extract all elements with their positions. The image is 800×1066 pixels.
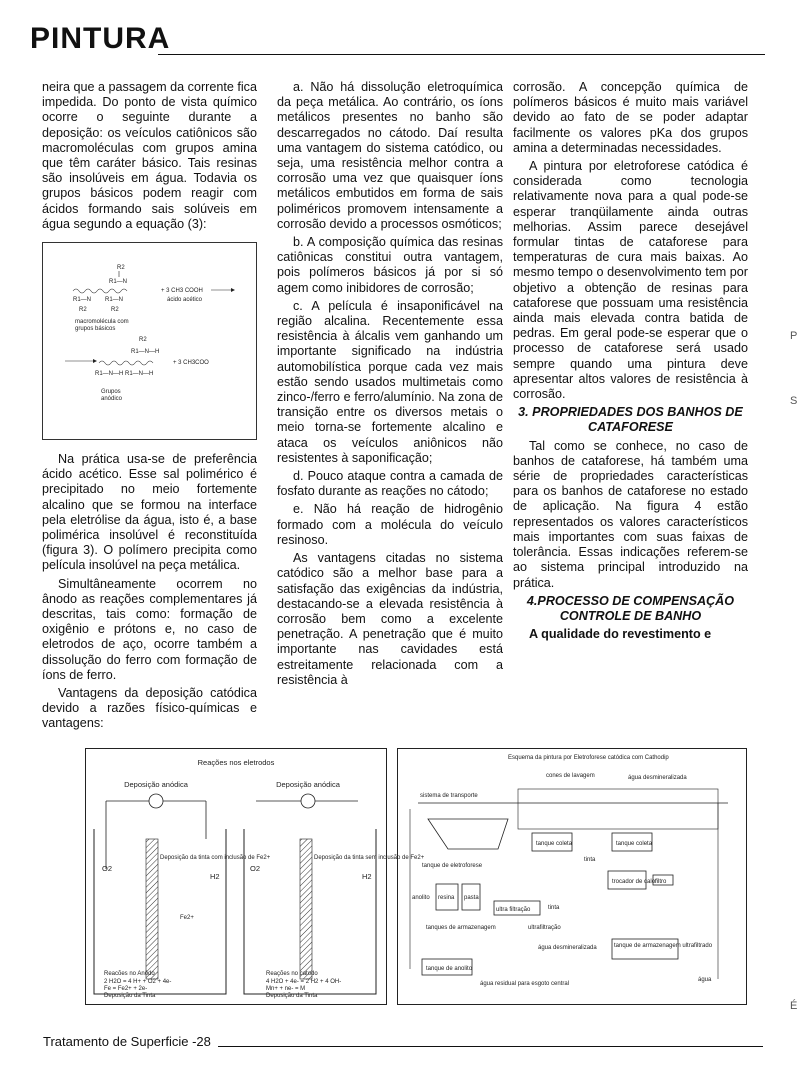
paragraph: corrosão. A concepção química de polímeros básicos é muito mais variável devido ao fato de se poder adaptar facilmente os valores pKa dos grupos amina a determinadas necessidades.: [513, 80, 748, 155]
fig1-h2-a: H2: [210, 872, 220, 881]
fig1-dep-text-a: Deposição da tinta com inclusão de Fe2+: [160, 855, 271, 861]
list-item-c: c. A película é insaponificável na região alcalina. Recentemente essa resistência à álcalis vem ganhando um importante significado na indústria automobilística porque cada vez mais estão sendo usados multimetais como zinco-/ferro e ferro/alumínio. Na zona de transição entre os diversos metais o meio torna-se fortemente alcalino e ataca os veículos aniônicos não resistentes à saponificação;: [277, 298, 503, 465]
equation-diagram: [43, 243, 256, 437]
fig2-tanque-anolito: tanque de anolito: [426, 966, 473, 972]
page-header: [30, 22, 765, 62]
eq-r1n-left: R1—N: [73, 297, 92, 304]
fig2-trocador: trocador de calor: [612, 879, 658, 885]
paragraph: Vantagens da deposição catódica devido a razões físico-químicas e vantagens:: [42, 686, 257, 731]
fig2-ultra: ultra filtração: [496, 907, 531, 913]
page-footer: [43, 1034, 763, 1049]
power-source-icon: [149, 794, 163, 808]
fig1-catodo-caption: Reações no catodo: [266, 971, 318, 977]
eq-r2-c: R2: [111, 307, 119, 314]
fig2-tinta: tinta: [584, 857, 596, 863]
fig2-agua-desmin: água desmineralizada: [628, 775, 687, 781]
fig1-o2-a: O2: [102, 864, 113, 873]
process-diagram: [398, 749, 746, 1004]
equation-box: [42, 242, 257, 440]
paragraph: neira que a passagem da corrente fica impedida. Do ponto de vista químico ocorre o seguinte durante a deposição: os veículos catiônicos são macromoléculas com grupos amina que têm caráter básico. Tais resinas são insolúveis em água. Todavia os grupos básicos podem reagir com ácidos formando sais solúveis em água segundo a equação (3):: [42, 80, 257, 231]
fig1-h2-b: H2: [362, 872, 372, 881]
list-item-a: a. Não há dissolução eletroquímica da peça metálica. Ao contrário, os íons metálicos presentes no banho são descarregados no cátodo. Daí resulta uma vantagem do sistema catódico, ou seja, uma resistência melhor contra a corrosão uma vez que quaisquer íons metálicos embutidos em forma de sais poliméricos promovem intensamente a corrosão devido a processos osmóticos;: [277, 80, 503, 231]
eq-acid-label: ácido acético: [167, 297, 203, 304]
fig2-resina: resina: [438, 895, 455, 901]
column-3: [513, 80, 748, 645]
eq-r1n-mid: R1—N: [105, 297, 124, 304]
eq-anod-label: anódico: [101, 396, 123, 403]
list-item-e: e. Não há reação de hidrogênio formado com a molécula do veículo resinoso.: [277, 502, 503, 547]
fig1-right-label: Deposição anódica: [276, 780, 340, 789]
fig2-tanques-arm: tanques de armazenagem: [426, 925, 496, 931]
eq-macro-label2: grupos básicos: [75, 326, 116, 333]
fig2-ultra2: ultrafiltração: [528, 925, 561, 931]
header-rule: [158, 54, 765, 55]
figure-process-schematic: [397, 748, 747, 1005]
electrode-right: [300, 839, 312, 979]
paragraph: Tal como se conhece, no caso de banhos de cataforese, há também uma série de propriedades características para os banhos de cataforese no estado de aplicação. Na figura 4 estão representados os valores característicos mais importantes com suas faixas de tolerância. Essas indicações referem-se ao sistema principal introduzido na prática.: [513, 438, 748, 590]
footer-text: Tratamento de Superficie -28: [43, 1034, 211, 1049]
fig1-catodo-eq1: 4 H2O + 4e- = 2 H2 + 4 OH-: [266, 979, 342, 985]
edge-mark: É: [790, 1000, 798, 1012]
fig2-anolito: anolito: [412, 895, 430, 901]
fig1-anodo-eq3: Deposição da Tinta: [104, 993, 156, 999]
list-item-b: b. A composição química das resinas catiônicas constitui outra vantagem, pois polímeros básicos já por si só agem como inibidores de corrosão;: [277, 235, 503, 295]
fig1-o2-b: O2: [250, 864, 261, 873]
eq-r2-b: R2: [79, 307, 87, 314]
fig1-anodo-caption: Reacões no Anôdo: [104, 971, 155, 977]
fig2-title: Esquema da pintura por Eletroforese catódica com Cathodip: [508, 755, 669, 761]
fig2-sistema: sistema de transporte: [420, 793, 478, 799]
eq-r2-a: R2: [117, 265, 125, 272]
fig2-tanque-coleta1: tanque coleta: [536, 841, 573, 847]
paragraph: A qualidade do revestimento e: [529, 627, 712, 642]
fig1-fe-label: Fe2+: [180, 915, 194, 921]
fig2-agua-residual: água residual para esgoto central: [480, 981, 570, 987]
paragraph: Simultâneamente ocorrem no ânodo as reações complementares já descritas, tais como: formação de oxigênio e prótons e, no caso de eletrodos de aço, ocorre também a dissolução do ferro com formação de íons de ferro.: [42, 576, 257, 682]
fig1-dep-text-b: Deposição da tinta sem inclusão de Fe2+: [314, 855, 425, 861]
column-2: [277, 80, 503, 691]
eq-macro-label: macromolécula com: [75, 319, 129, 326]
eq-plus-acid: + 3 CH3 COOH: [161, 288, 203, 295]
fig1-catodo-eq2: Mn+ + ne- = M: [266, 986, 306, 992]
fig2-agua-desmin2: água desmineralizada: [538, 945, 597, 951]
edge-mark: S: [790, 395, 798, 407]
section-title: PINTURA: [30, 22, 171, 55]
footer-rule: [218, 1046, 763, 1047]
section-heading-3: 3. PROPRIEDADES DOS BANHOS DE CATAFORESE: [518, 405, 743, 435]
fig1-title: Reações nos eletrodos: [197, 758, 275, 767]
fig2-tanque-coleta2: tanque coleta: [616, 841, 653, 847]
fig2-tinta2: tinta: [548, 905, 560, 911]
eq-r1nh: R1—N—H: [131, 349, 160, 356]
list-item-d: d. Pouco ataque contra a camada de fosfato durante as reações no cátodo;: [277, 469, 503, 499]
eq-prod-left: R1—N—H R1—N—H: [95, 371, 154, 378]
fig2-agua: água: [698, 977, 712, 983]
fig1-catodo-eq3: Deposição da Tinta: [266, 993, 318, 999]
eq-plus-ion: + 3 CH3COO: [173, 360, 209, 367]
fig2-tanque-eletro: tanque de eletroforese: [422, 863, 483, 869]
section-heading-4: 4.PROCESSO DE COMPENSAÇÃO CONTROLE DE BANHO: [526, 593, 735, 623]
power-source-icon: [301, 794, 315, 808]
eq-r2-d: R2: [139, 337, 147, 344]
paragraph: Na prática usa-se de preferência ácido acético. Esse sal polimérico é precipitado no meio fortemente alcalino que se formou na interface pela eletrólise da água, isto é, a base polimérica insolúvel é reconstituída (figura 3). O polímero precipita como película insolúvel na peça metálica.: [42, 452, 257, 573]
fig2-cones: cones de lavagem: [546, 773, 595, 779]
fig2-tanque-arm-ultra: tanque de armazenagem ultrafiltrado: [614, 943, 713, 949]
fig1-left-label: Deposição anódica: [124, 780, 188, 789]
electrode-left: [146, 839, 158, 979]
column-1: [42, 80, 257, 735]
fig1-anodo-eq1: 2 H2O = 4 H+ + O2 + 4e-: [104, 979, 172, 985]
paragraph: A pintura por eletroforese catódica é considerada como tecnologia relativamente nova para a qual pode-se esperar tranqüilamente ainda outras melhorias. Assim parece desejável formular tintas de cataforese para temperaturas de cura mais baixas. Ao mesmo tempo o desenvolvimento tem por objetivo a obtenção de resinas para cataforese que possuam uma resistência ainda mais elevada contra batida de pedras. Em geral pode-se esperar que o processo de cataforese será usado sempre quando uma pintura deve apresentar altos valores de resistência à corrosão.: [513, 159, 748, 402]
fig2-filtro: filtro: [655, 879, 667, 885]
fig2-pasta: pasta: [464, 895, 479, 901]
fig1-anodo-eq2: Fe = Fe2+ + 2e-: [104, 986, 148, 992]
eq-rn-a: R1—N: [109, 279, 128, 286]
edge-mark: P: [790, 330, 798, 342]
paragraph: As vantagens citadas no sistema catódico são a melhor base para a satisfação das exigências da indústria, destacando-se a elevada resistência à corrosão bem como a excelente penetração. A penetração que é muito importante nas cavidades está estreitamente relacionada com a resistência à: [277, 551, 503, 687]
eq-grupos-label: Grupos: [101, 389, 121, 396]
